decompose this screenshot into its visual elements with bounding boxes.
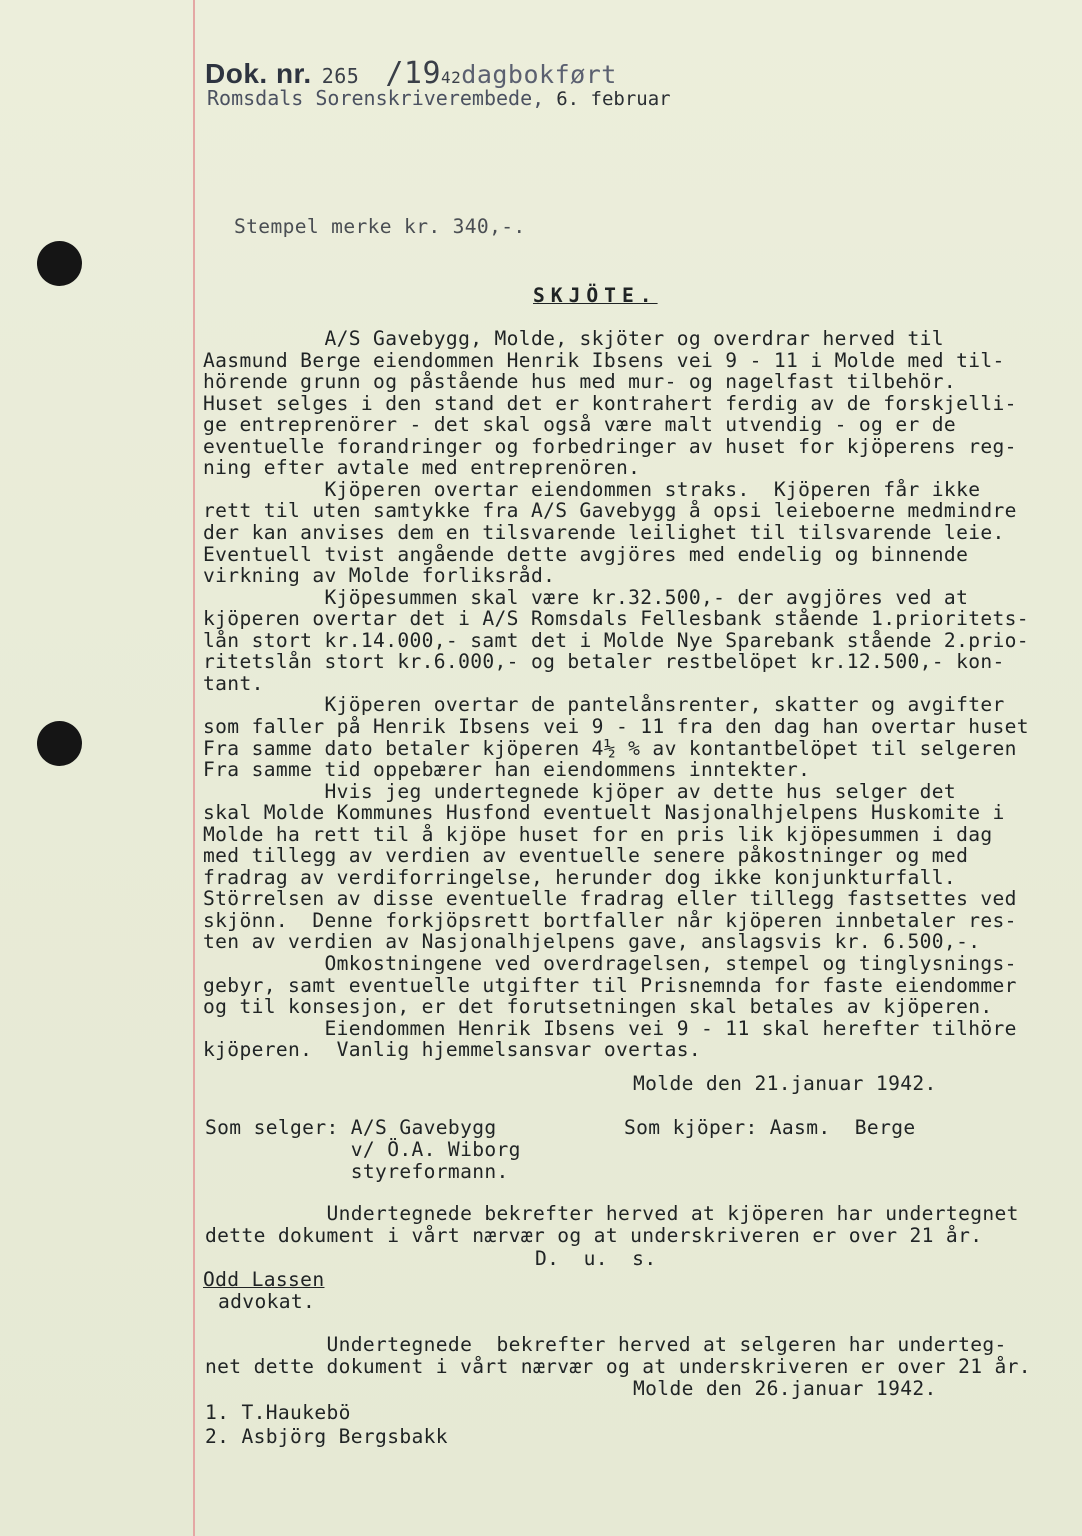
witness-2-signer-2: 2. Asbjörg Bergsbakk bbox=[205, 1425, 448, 1448]
body-line: der kan anvises dem en tilsvarende leilighet til tilsvarende leie. bbox=[203, 521, 1005, 544]
seller-line-2: v/ Ö.A. Wiborg bbox=[205, 1138, 521, 1161]
office-name: Romsdals Sorenskriverembede, bbox=[207, 86, 545, 110]
body-line: eventuelle forandringer og forbedringer av huset for kjöperens reg- bbox=[203, 434, 1017, 458]
slash-year: /19 bbox=[385, 56, 442, 91]
body-line: skjönn. Denne forkjöpsrett bortfaller når kjöperen innbetaler res- bbox=[203, 908, 1017, 932]
body-line: Störrelsen av disse eventuelle fradrag eller tillegg fastsettes ved bbox=[203, 887, 1017, 911]
body-line: rett til uten samtykke fra A/S Gavebygg å opsi leieboerne medmindre bbox=[203, 499, 1017, 523]
stamp-duty-line: Stempel merke kr. 340,-. bbox=[234, 215, 526, 238]
dagbokfort-label: dagbokført bbox=[461, 60, 617, 89]
body-line: ge entreprenörer - det skal også være malt utvendig - og er de bbox=[203, 413, 957, 437]
seller-line-3: styreformann. bbox=[205, 1160, 509, 1183]
stamp-date: 6. februar bbox=[556, 88, 671, 110]
body-line: Eiendommen Henrik Ibsens vei 9 - 11 skal herefter tilhöre bbox=[203, 1016, 1017, 1040]
dus-line: D. u. s. bbox=[535, 1247, 657, 1270]
body-line: med tillegg av verdien av eventuelle senere påkostninger og med bbox=[203, 844, 969, 868]
buyer-line: Som kjöper: Aasm. Berge bbox=[624, 1116, 916, 1139]
dok-number: 265 bbox=[321, 64, 360, 88]
body-line: Omkostningene ved overdragelsen, stempel og tinglysnings- bbox=[203, 952, 1017, 975]
punch-hole-top bbox=[37, 241, 82, 286]
witness-2-line-2: net dette dokument i vårt nærvær og at underskriveren er over 21 år. bbox=[205, 1355, 1031, 1378]
body-line: gebyr, samt eventuelle utgifter til Prisnemnda for faste eiendommer bbox=[203, 973, 1017, 997]
body-line: hörende grunn og påstående hus med mur- og nagelfast tilbehör. bbox=[203, 370, 957, 394]
body-line: som faller på Henrik Ibsens vei 9 - 11 fra den dag han overtar huset bbox=[203, 714, 1029, 738]
body-line: Kjöperen overtar eiendommen straks. Kjöperen får ikke bbox=[203, 477, 981, 501]
body-line: Fra samme dato betaler kjöperen 4½ % av kontantbelöpet til selgeren bbox=[203, 736, 1017, 760]
body-line: Aasmund Berge eiendommen Henrik Ibsens vei 9 - 11 i Molde med til- bbox=[203, 348, 1005, 372]
body-line: Fra samme tid oppebærer han eiendommens inntekter. bbox=[203, 758, 811, 781]
witness-1-line-1: Undertegnede bekrefter herved at kjöperen har undertegnet bbox=[205, 1202, 1019, 1225]
witness-2-signer-1: 1. T.Haukebö bbox=[205, 1401, 351, 1424]
body-line: og til konsesjon, er det forutsetningen skal betales av kjöperen. bbox=[203, 995, 993, 1019]
body-line: skal Molde Kommunes Husfond eventuelt Nasjonalhjelpens Huskomite i bbox=[203, 801, 1005, 825]
body-line: Hvis jeg undertegnede kjöper av dette hus selger det bbox=[203, 779, 957, 803]
body-line: tant. bbox=[203, 671, 264, 695]
place-date-1: Molde den 21.januar 1942. bbox=[633, 1072, 937, 1095]
document-title: SKJÖTE. bbox=[533, 284, 658, 307]
body-line: kjöperen. Vanlig hjemmelsansvar overtas. bbox=[203, 1038, 702, 1062]
dok-label: Dok. nr. bbox=[205, 58, 312, 89]
body-line: ning efter avtale med entreprenören. bbox=[203, 456, 641, 480]
registration-stamp-line-2 bbox=[207, 86, 671, 110]
body-line: lån stort kr.14.000,- samt det i Molde Nye Sparebank stående 2.prio- bbox=[203, 628, 1029, 652]
body-line: Kjöpesummen skal være kr.32.500,- der avgjöres ved at bbox=[203, 585, 969, 609]
seller-line-1: Som selger: A/S Gavebygg bbox=[205, 1116, 497, 1139]
witness-2-line-1: Undertegnede bekrefter herved at selgeren har underteg- bbox=[205, 1333, 1007, 1356]
body-line: virkning av Molde forliksråd. bbox=[203, 564, 556, 587]
witness-1-title: advokat. bbox=[218, 1290, 316, 1313]
margin-line bbox=[193, 0, 195, 1536]
body-line: Kjöperen overtar de pantelånsrenter, skatter og avgifter bbox=[203, 693, 1005, 717]
body-line: fradrag av verdiforringelse, herunder dog ikke konjunkturfall. bbox=[203, 865, 957, 889]
body-line: Huset selges i den stand det er kontrahert ferdig av de forskjelli- bbox=[203, 391, 1017, 415]
place-date-2: Molde den 26.januar 1942. bbox=[633, 1377, 937, 1400]
punch-hole-middle bbox=[37, 721, 82, 766]
body-line: ritetslån stort kr.6.000,- og betaler restbelöpet kr.12.500,- kon- bbox=[203, 650, 1005, 674]
year-suffix: 42 bbox=[441, 68, 462, 87]
body-line: A/S Gavebygg, Molde, skjöter og overdrar herved til bbox=[203, 327, 944, 350]
body-line: ten av verdien av Nasjonalhjelpens gave, anslagsvis kr. 6.500,-. bbox=[203, 930, 981, 954]
witness-1-name: Odd Lassen bbox=[203, 1268, 325, 1291]
witness-1-line-2: dette dokument i vårt nærvær og at underskriveren er over 21 år. bbox=[205, 1224, 983, 1247]
body-line: Molde ha rett til å kjöpe huset for en pris lik kjöpesummen i dag bbox=[203, 822, 993, 846]
body-line: kjöperen overtar det i A/S Romsdals Fellesbank stående 1.prioritets- bbox=[203, 607, 1029, 631]
body-line: Eventuell tvist angående dette avgjöres med endelig og binnende bbox=[203, 542, 969, 566]
